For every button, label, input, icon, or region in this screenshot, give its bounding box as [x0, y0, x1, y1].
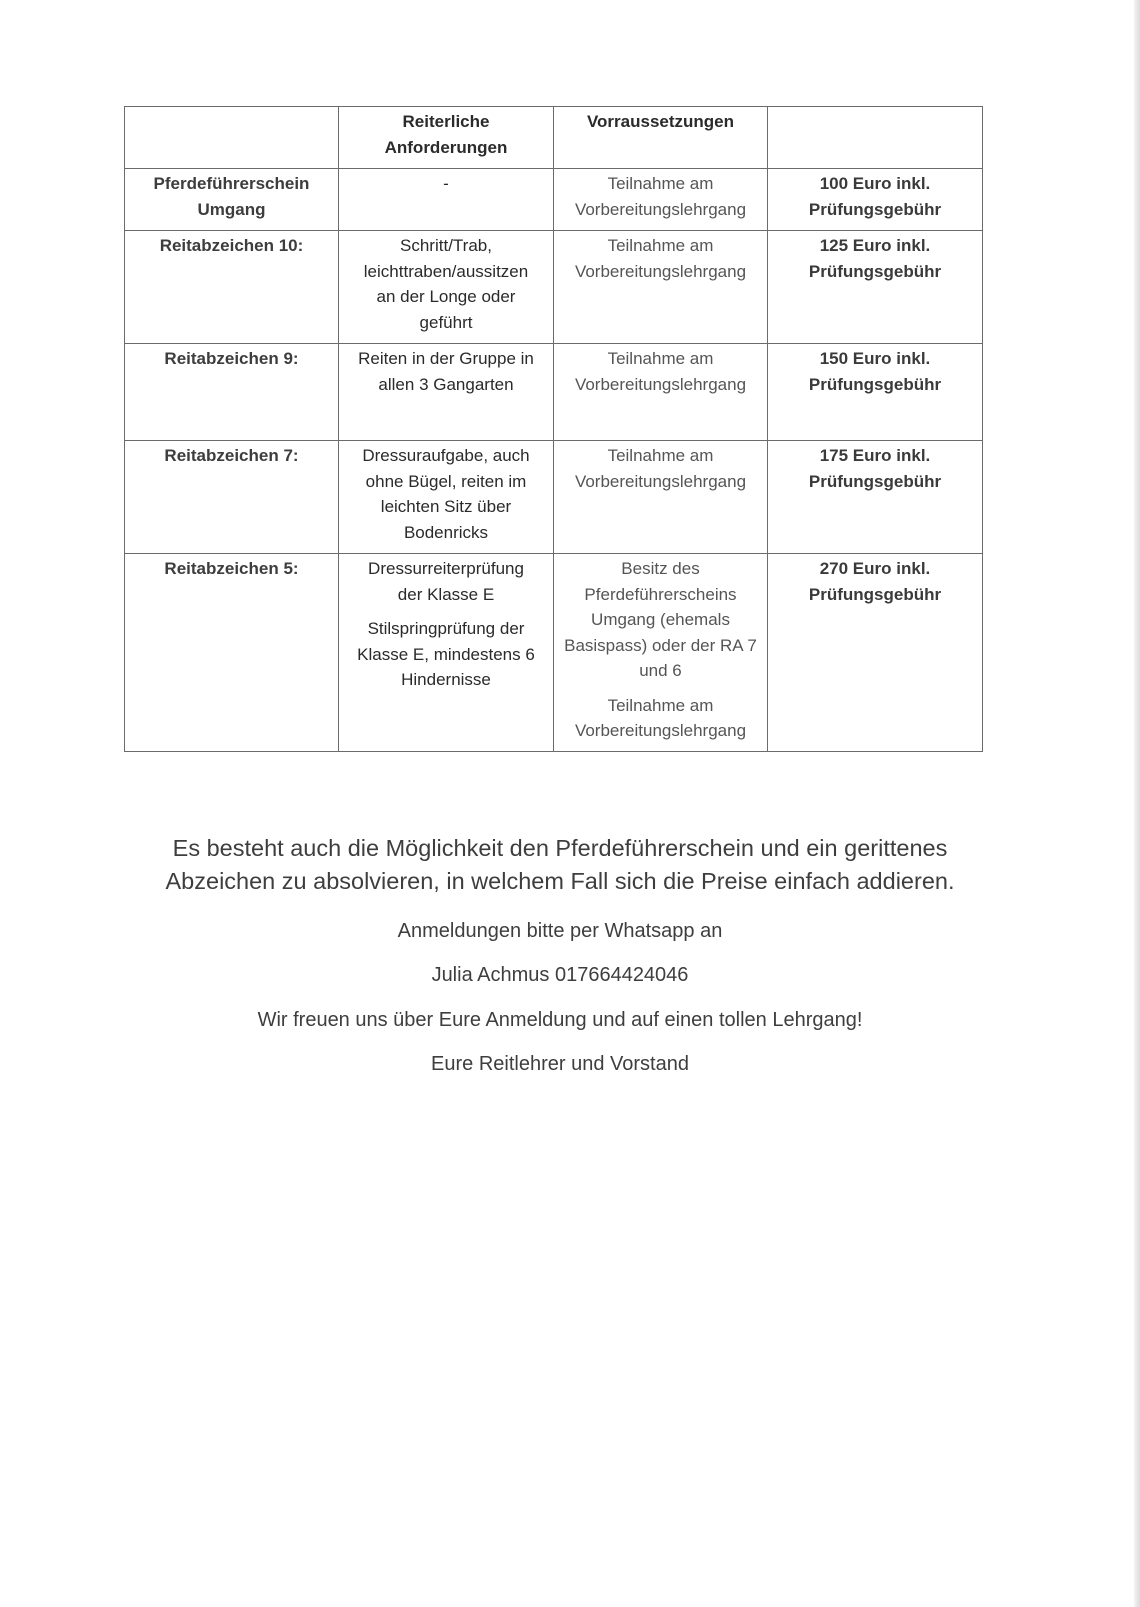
fee-table	[124, 106, 983, 752]
table-row	[125, 441, 983, 554]
requirements-line: Stilspringprüfung der	[367, 619, 525, 638]
requirements-line: leichten Sitz über	[380, 497, 512, 516]
row-title	[125, 344, 339, 441]
prerequisites-line: Besitz des	[621, 559, 700, 578]
page-edge-shadow	[1134, 0, 1140, 1607]
row-title	[125, 441, 339, 554]
price-line: Prüfungsgebühr	[808, 261, 942, 281]
price-line: 150 Euro inkl.	[819, 349, 931, 368]
registration-note: Anmeldungen bitte per Whatsapp an	[397, 920, 723, 942]
requirements-cell	[339, 169, 554, 231]
requirements-line: leichttraben/aussitzen	[363, 261, 529, 281]
prerequisites-line: Vorbereitungslehrgang	[574, 374, 747, 394]
row-title-line: Umgang	[197, 199, 266, 219]
signature-line: Eure Reitlehrer und Vorstand	[431, 1053, 689, 1075]
price-line: 270 Euro inkl.	[819, 559, 931, 578]
price-line: 175 Euro inkl.	[819, 446, 931, 465]
price-line: Prüfungsgebühr	[808, 374, 942, 394]
prerequisites-line: Vorbereitungslehrgang	[574, 471, 747, 491]
table-row	[125, 231, 983, 344]
combination-note-line: Es besteht auch die Möglichkeit den Pferdeführerschein und ein gerittenes	[172, 835, 948, 861]
price-line: 100 Euro inkl.	[819, 174, 931, 193]
header-empty-cell	[125, 107, 339, 169]
prerequisites-line: Basispass) oder der RA 7	[564, 635, 757, 655]
table-header-row	[125, 107, 983, 169]
row-title	[125, 231, 339, 344]
table-row	[125, 344, 983, 441]
requirements-line: ohne Bügel, reiten im	[365, 471, 527, 491]
closing-line: Wir freuen uns über Eure Anmeldung und auf einen tollen Lehrgang!	[257, 1009, 863, 1031]
header-requirements-line: Anforderungen	[384, 137, 508, 157]
combination-note	[100, 832, 1020, 898]
row-title-line: Reitabzeichen 5:	[164, 559, 299, 578]
table-row	[125, 554, 983, 752]
table-row	[125, 169, 983, 231]
requirements-line: geführt	[419, 312, 473, 332]
prerequisites-line: Vorbereitungslehrgang	[574, 261, 747, 281]
requirements-line: Klasse E, mindestens 6	[357, 644, 535, 664]
requirements-line: der Klasse E	[397, 584, 495, 604]
requirements-line: Bodenricks	[403, 522, 489, 542]
price-line: Prüfungsgebühr	[808, 471, 942, 491]
requirements-line: -	[443, 174, 449, 193]
paragraph-spacer	[345, 607, 547, 616]
requirements-line: Hindernisse	[401, 670, 491, 689]
prerequisites-cell	[554, 554, 768, 752]
requirements-line: Dressurreiterprüfung	[368, 559, 524, 578]
row-title-line: Reitabzeichen 9:	[164, 349, 299, 368]
row-title-line: Reitabzeichen 7:	[164, 446, 299, 465]
price-cell	[768, 441, 983, 554]
combination-note-line: Abzeichen zu absolvieren, in welchem Fall sich die Preise einfach addieren.	[165, 868, 955, 894]
prerequisites-line: Pferdeführerscheins	[584, 584, 737, 604]
prerequisites-line: Vorbereitungslehrgang	[574, 199, 747, 219]
prerequisites-line: und 6	[639, 661, 682, 680]
requirements-line: Schritt/Trab,	[400, 236, 492, 255]
price-line: 125 Euro inkl.	[819, 236, 931, 255]
header-empty-cell	[768, 107, 983, 169]
paragraph-spacer	[560, 684, 761, 693]
header-prerequisites: Vorraussetzungen	[554, 107, 768, 169]
prerequisites-line: Vorbereitungslehrgang	[574, 721, 747, 740]
price-line: Prüfungsgebühr	[808, 584, 942, 604]
row-title	[125, 554, 339, 752]
prerequisites-line: Teilnahme am	[607, 446, 714, 465]
requirements-cell	[339, 231, 554, 344]
prerequisites-cell	[554, 231, 768, 344]
header-requirements	[339, 107, 554, 169]
header-requirements-line: Reiterliche	[402, 112, 490, 131]
prerequisites-cell	[554, 169, 768, 231]
price-line: Prüfungsgebühr	[808, 199, 942, 219]
price-cell	[768, 554, 983, 752]
requirements-cell	[339, 344, 554, 441]
prerequisites-cell	[554, 441, 768, 554]
requirements-line: Reiten in der Gruppe in	[358, 349, 534, 368]
prerequisites-line: Teilnahme am	[607, 236, 714, 255]
requirements-cell	[339, 441, 554, 554]
requirements-cell	[339, 554, 554, 752]
row-title-line: Pferdeführerschein	[153, 174, 310, 193]
contact-line: Julia Achmus 017664424046	[431, 964, 689, 986]
prerequisites-line: Teilnahme am	[607, 174, 714, 193]
requirements-line: Dressuraufgabe, auch	[362, 446, 530, 465]
price-cell	[768, 231, 983, 344]
row-title-line: Reitabzeichen 10:	[159, 236, 304, 255]
prerequisites-line: Umgang (ehemals	[591, 610, 730, 629]
requirements-line: an der Longe oder	[376, 287, 516, 306]
price-cell	[768, 169, 983, 231]
row-title	[125, 169, 339, 231]
requirements-line: allen 3 Gangarten	[378, 374, 514, 394]
prerequisites-line: Teilnahme am	[607, 695, 714, 715]
prerequisites-cell	[554, 344, 768, 441]
prerequisites-line: Teilnahme am	[607, 349, 714, 368]
price-cell	[768, 344, 983, 441]
